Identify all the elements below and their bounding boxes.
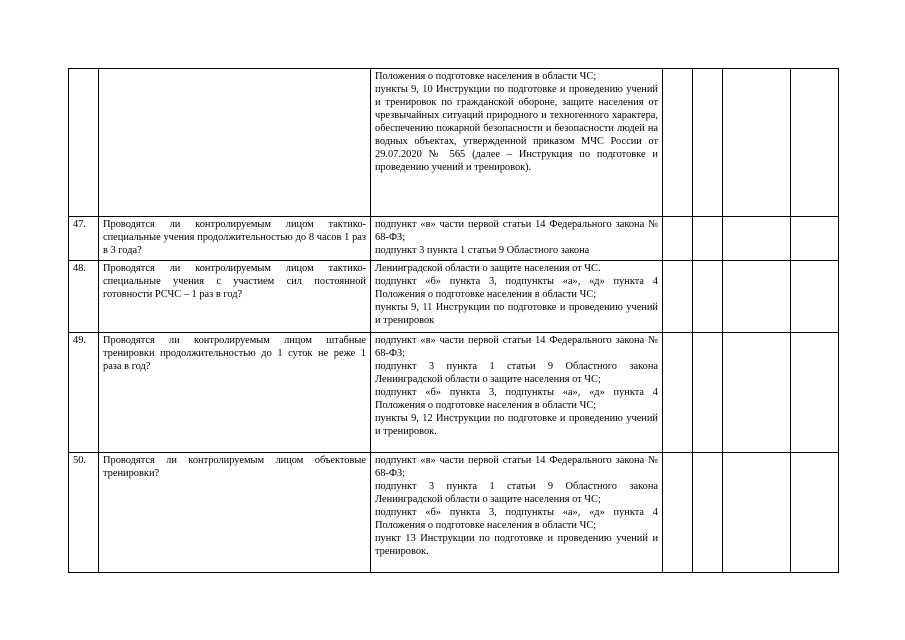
- answer-cell-no: [693, 69, 723, 217]
- table-row: [69, 333, 839, 453]
- requirement-line: Положения о подготовке населения в области ЧС;: [375, 71, 597, 82]
- row-number: 47.: [69, 217, 99, 261]
- requirements-cell: [371, 261, 663, 333]
- comment-cell: [791, 217, 839, 261]
- requirement-line: подпункт «б» пункта 3, подпункты «а», «д» пункта 4 Положения о подготовке населения в области ЧС;: [375, 276, 658, 300]
- requirement-line: подпункт «б» пункта 3, подпункты «а», «д» пункта 4 Положения о подготовке населения в области ЧС;: [375, 507, 658, 531]
- requirement-line: подпункт 3 пункта 1 статьи 9 Областного закона Ленинградской области о защите населения от ЧС;: [375, 481, 658, 505]
- answer-cell-no: [693, 261, 723, 333]
- answer-cell-na: [723, 453, 791, 573]
- question-cell: Проводятся ли контролируемым лицом штабные тренировки продолжительностью до 1 суток не реже 1 раза в год?: [99, 333, 371, 453]
- answer-cell-na: [723, 333, 791, 453]
- answer-cell-yes: [663, 453, 693, 573]
- answer-cell-na: [723, 261, 791, 333]
- question-cell: [99, 69, 371, 217]
- answer-cell-na: [723, 69, 791, 217]
- answer-cell-na: [723, 217, 791, 261]
- answer-cell-yes: [663, 333, 693, 453]
- requirement-line: пункт 13 Инструкции по подготовке и проведению учений и тренировок.: [375, 533, 658, 557]
- requirement-line: подпункт «в» части первой статьи 14 Федерального закона № 68-ФЗ;: [375, 455, 658, 479]
- comment-cell: [791, 333, 839, 453]
- requirements-cell: [371, 453, 663, 573]
- answer-cell-yes: [663, 217, 693, 261]
- row-number: [69, 69, 99, 217]
- row-number: 49.: [69, 333, 99, 453]
- requirement-line: пункты 9, 11 Инструкции по подготовке и проведению учений и тренировок: [375, 302, 658, 326]
- comment-cell: [791, 261, 839, 333]
- table-row: [69, 69, 839, 217]
- comment-cell: [791, 453, 839, 573]
- comment-cell: [791, 69, 839, 217]
- checklist-table: [68, 68, 839, 573]
- requirement-line: подпункт 3 пункта 1 статьи 9 Областного закона Ленинградской области о защите населения от ЧС;: [375, 361, 658, 385]
- requirement-line: подпункт «б» пункта 3, подпункты «а», «д» пункта 4 Положения о подготовке населения в области ЧС;: [375, 387, 658, 411]
- requirements-cell: [371, 333, 663, 453]
- table-row: [69, 261, 839, 333]
- question-cell: Проводятся ли контролируемым лицом тактико-специальные учения продолжительностью до 8 часов 1 раз в 3 года?: [99, 217, 371, 261]
- question-cell: Проводятся ли контролируемым лицом тактико-специальные учения с участием сил постоянной готовности РСЧС – 1 раз в год?: [99, 261, 371, 333]
- row-number: 48.: [69, 261, 99, 333]
- requirement-line: пункты 9, 10 Инструкции по подготовке и проведению учений и тренировок по гражданской обороне, защите населения от чрезвычайных ситуаций природного и техногенного характера, обеспечению пожарной безопасности и безопасности людей на водных объектах, утвержденной приказом МЧС России от 29.07.2020 № 565 (далее – Инструкция по подготовке и проведению учений и тренировок).: [375, 84, 658, 173]
- answer-cell-yes: [663, 261, 693, 333]
- answer-cell-no: [693, 333, 723, 453]
- table-row: [69, 453, 839, 573]
- row-number: 50.: [69, 453, 99, 573]
- question-cell: Проводятся ли контролируемым лицом объектовые тренировки?: [99, 453, 371, 573]
- requirement-line: пункты 9, 12 Инструкции по подготовке и проведению учений и тренировок.: [375, 413, 658, 437]
- requirement-line: подпункт 3 пункта 1 статьи 9 Областного закона: [375, 245, 590, 256]
- table-row: [69, 217, 839, 261]
- requirement-line: Ленинградской области о защите населения от ЧС.: [375, 263, 601, 274]
- answer-cell-no: [693, 453, 723, 573]
- requirement-line: подпункт «в» части первой статьи 14 Федерального закона № 68-ФЗ;: [375, 219, 658, 243]
- requirements-cell: [371, 217, 663, 261]
- requirement-line: подпункт «в» части первой статьи 14 Федерального закона № 68-ФЗ;: [375, 335, 658, 359]
- answer-cell-no: [693, 217, 723, 261]
- answer-cell-yes: [663, 69, 693, 217]
- requirements-cell: [371, 69, 663, 217]
